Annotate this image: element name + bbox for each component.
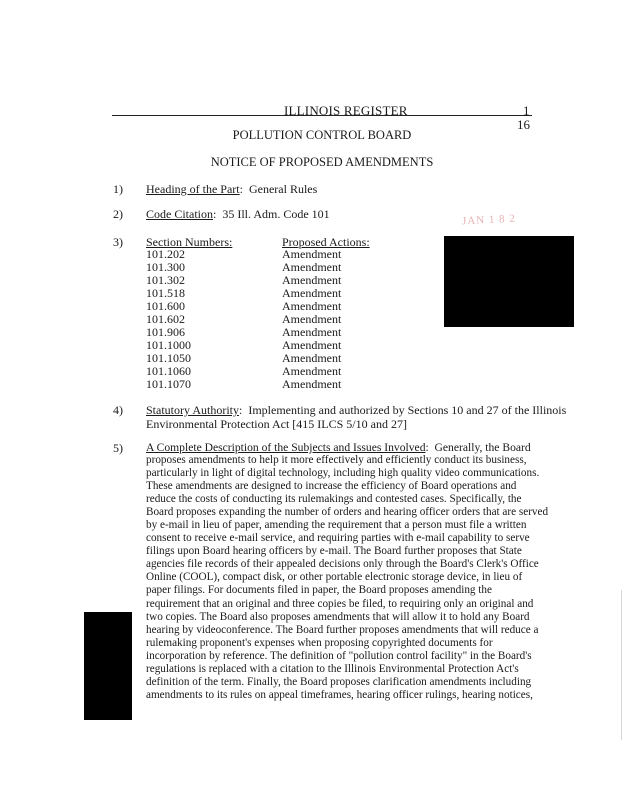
proposed-action: Amendment [282,273,342,287]
description-line: amendments to its rules on appeal timeframes, hearing officer rulings, hearing notices, [146,688,533,701]
item-5-first-line-rest: Generally, the Board [434,441,531,454]
issue-number: 16 [517,117,530,132]
register-title: ILLINOIS REGISTER [284,103,408,118]
description-line: incorporation by reference. The definition of "pollution control facility" in the Board's [146,649,532,662]
item-1-label: Heading of the Part [146,182,240,196]
received-stamp: JAN 1 8 2 [461,212,517,228]
description-line: hearing by videoconference. The Board further proposes amendments that will reduce a [146,623,539,636]
item-5-first-line: A Complete Description of the Subjects and Issues Involved: Generally, the Board [146,441,531,454]
section-number: 101.1060 [146,364,191,378]
proposed-action: Amendment [282,338,342,352]
item-1-value: General Rules [248,182,318,196]
item-2-value: 35 Ill. Adm. Code 101 [222,207,330,221]
description-line: Board proposes expanding the number of orders and hearing officer orders that are served [146,506,549,519]
proposed-action: Amendment [282,377,342,391]
section-number: 101.1000 [146,338,191,352]
item-2: Code Citation: 35 Ill. Adm. Code 101 [146,207,330,221]
proposed-action: Amendment [282,364,342,378]
section-number: 101.1050 [146,351,191,365]
section-number: 101.600 [146,299,185,313]
page-number: 1 [523,103,530,118]
item-4-line1: Implementing and authorized by Sections 10 and 27 of the Illinois [248,403,567,417]
description-line: consent to receive e-mail service, and requiring parties with e-mail capability to serve [146,532,530,545]
item-4-number: 4) [113,403,123,417]
description-line: reduce the costs of conducting its rulemakings and contested cases. Specifically, the [146,493,522,506]
proposed-action: Amendment [282,351,342,365]
notice-title: NOTICE OF PROPOSED AMENDMENTS [210,155,434,169]
item-2-label: Code Citation [146,207,213,221]
item-1-number: 1) [113,182,123,196]
description-line: requirement that an original and three copies be filed, to requiring only an original and [146,597,534,610]
scan-edge-line [621,590,622,740]
description-line: two copies. The Board also proposes amendments that will allow it to hold any Board [146,610,530,623]
description-line: filings upon Board hearing officers by e-mail. The Board further proposes that State [146,545,522,558]
item-3-number: 3) [113,235,123,249]
section-number: 101.202 [146,247,185,261]
section-number: 101.906 [146,325,185,339]
description-line: proposes amendments to help it more effectively and efficiently conduct its business, [146,454,527,466]
description-line: by e-mail in lieu of paper, amending the requirement that a person must file a written [146,519,527,532]
description-line: regulations is replaced with a citation to the Illinois Environmental Protection Act's [146,662,519,675]
section-number: 101.300 [146,260,185,274]
item-4-line2: Environmental Protection Act [415 ILCS 5/10 and 27] [146,417,407,431]
item-4-label: Statutory Authority [146,403,239,417]
header-rule [112,115,532,116]
description-line: particularly in light of digital technology, including high quality video communications. [146,467,540,480]
proposed-action: Amendment [282,260,342,274]
redaction-box-top [444,236,574,327]
proposed-action: Amendment [282,247,342,261]
item-4: Statutory Authority: Implementing and authorized by Sections 10 and 27 of the Illinois [146,403,567,417]
section-numbers-header: Section Numbers: [146,235,233,249]
proposed-action: Amendment [282,299,342,313]
description-line: definition of the term. Finally, the Board proposes clarification amendments including [146,675,532,688]
section-number: 101.302 [146,273,185,287]
item-1: Heading of the Part: General Rules [146,182,318,196]
description-line: These amendments are designed to increase the efficiency of Board operations and [146,480,517,493]
agency-title: POLLUTION CONTROL BOARD [232,128,412,142]
description-line: rulemaking proponent's expenses when proposing copyrighted documents for [146,636,493,649]
section-number: 101.602 [146,312,185,326]
section-number: 101.1070 [146,377,191,391]
redaction-box-left [84,612,132,720]
description-line: paper filings. For documents filed in paper, the Board proposes amending the [146,584,492,597]
proposed-action: Amendment [282,312,342,326]
proposed-actions-header: Proposed Actions: [282,235,370,249]
item-5-number: 5) [113,441,123,455]
section-number: 101.518 [146,286,185,300]
proposed-action: Amendment [282,325,342,339]
description-paragraph [146,454,549,702]
proposed-action: Amendment [282,286,342,300]
description-line: Online (COOL), compact disk, or other portable electronic storage device, in lieu of [146,571,523,584]
item-5-label: A Complete Description of the Subjects and Issues Involved [146,441,426,454]
item-2-number: 2) [113,207,123,221]
description-line: agencies file records of their appealed decisions only through the Board's Clerk's Office [146,558,539,571]
